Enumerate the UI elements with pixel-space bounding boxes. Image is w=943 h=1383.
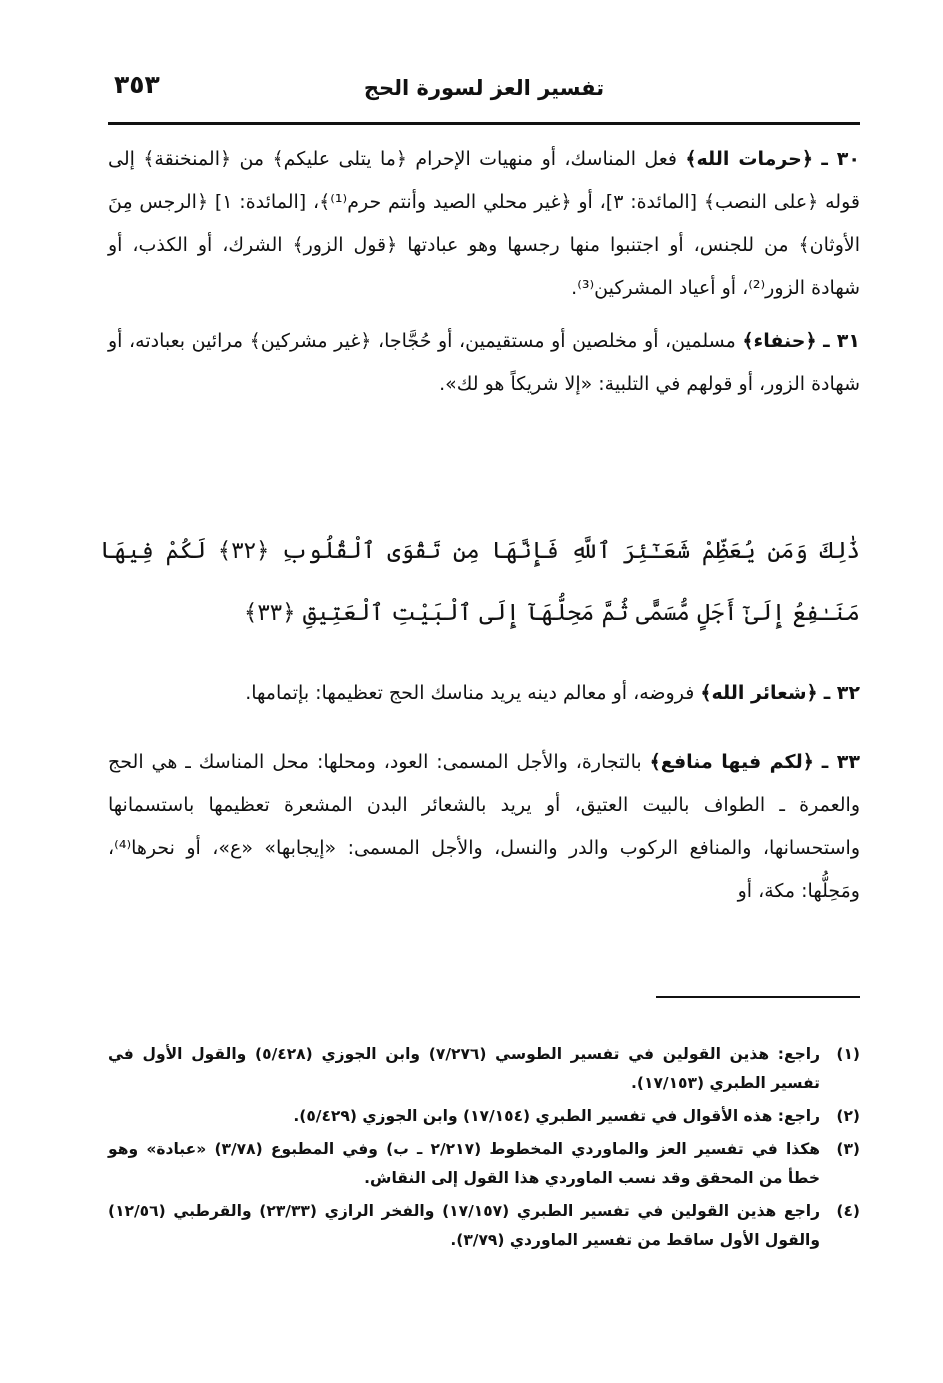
- commentary-paragraph: [108, 741, 860, 913]
- footnote-number: (٤): [836, 1202, 860, 1220]
- commentary-paragraph: [108, 672, 860, 715]
- quran-verse-block: ذَٰلِكَ وَمَن يُعَظِّمْ شَعَـٰٓئِرَ ٱللَّهِ فَإِنَّهَا مِن تَقْوَى ٱلْقُلُوبِ ﴿٣٢﴾ لَكُمْ فِيهَا مَنَـٰفِعُ إِلَىٰٓ أَجَلٍ مُّسَمًّى ثُمَّ مَحِلُّهَآ إِلَى ٱلْبَيْتِ ٱلْعَتِيقِ ﴿٣٣﴾: [100, 538, 861, 626]
- footnote-divider: [656, 996, 860, 998]
- footnote-number: (١): [836, 1045, 860, 1063]
- footnote: [108, 1102, 860, 1131]
- verse-term: ﴿حنفاء﴾: [742, 330, 817, 352]
- footnote-text: راجع: هذه الأقوال في تفسير الطبري (١٧/١٥٤) وابن الجوزي (٥/٤٢٩).: [293, 1107, 820, 1125]
- verse-term: ﴿حرمات الله﴾: [685, 148, 813, 170]
- page-number: ٣٥٣: [114, 70, 160, 99]
- commentary-text: مسلمين، أو مخلصين أو مستقيمين، أو حُجَّاجا، ﴿غير مشركين﴾ مرائين بعبادته، أو شهادة الزور، أو قولهم في التلبية: «إلا شريكاً هو لك».: [108, 330, 860, 395]
- header-divider: [108, 122, 860, 125]
- footnotes: [108, 1040, 860, 1259]
- footnote-text: راجع هذين القولين في تفسير الطبري (١٧/١٥٧) والفخر الرازي (٢٣/٣٣) والقرطبي (١٢/٥٦) والقول الأول ساقط من تفسير الماوردي (٣/٧٩).: [108, 1202, 821, 1249]
- commentary-text: فعل المناسك، أو منهيات الإحرام ﴿ما يتلى عليكم﴾ من ﴿المنخنقة﴾ إلى قوله ﴿على النصب﴾ [المائدة: ٣]، أو ﴿غير محلي الصيد وأنتم حرم⁽¹⁾﴾، [المائدة: ١] ﴿الرجس مِنَ الأوثان﴾ من للجنس، أو اجتنبوا منها رجسها وهو عبادتها ﴿قول الزور﴾ الشرك، أو الكذب، أو شهادة الزور⁽²⁾، أو أعياد المشركين⁽³⁾.: [108, 148, 860, 299]
- page-header: [108, 70, 860, 118]
- running-title: تفسير العز لسورة الحج: [363, 76, 605, 100]
- commentary-paragraph: [108, 138, 860, 310]
- commentary-text: فروضه، أو معالم دينه يريد مناسك الحج تعظيمها: بإتمامها.: [245, 682, 695, 704]
- commentary-paragraph: [108, 320, 860, 406]
- commentary-section-2: [108, 672, 860, 939]
- verse-term: ﴿شعائر الله﴾: [700, 682, 818, 704]
- footnote: [108, 1040, 860, 1098]
- verse-number: ٣١ ـ: [823, 330, 860, 352]
- footnote: [108, 1197, 860, 1255]
- footnote-number: (٣): [836, 1140, 860, 1158]
- verse-number: ٣٣ ـ: [821, 751, 860, 773]
- footnote-number: (٢): [836, 1107, 860, 1125]
- commentary-text: بالتجارة، والأجل المسمى: العود، ومحلها: محل المناسك ـ هي الحج والعمرة ـ الطواف بالبيت العتيق، أو يريد بالشعائر البدن المشعرة تعظيمها باستسمانها واستحسانها، والمنافع الركوب والدر والنسل، والأجل المسمى: «إيجابها» «ع»، أو نحرها⁽⁴⁾، ومَحِلُّها: مكة، أو: [108, 751, 860, 902]
- verse-term: ﴿لكم فيها منافع﴾: [649, 751, 814, 773]
- footnote-text: هكذا في تفسير العز والماوردي المخطوط (٢/٢١٧ ـ ب) وفي المطبوع (٣/٧٨) «عبادة» وهو خطأ من المحقق وقد نسب الماوردي هذا القول إلى النقاش.: [108, 1140, 820, 1187]
- footnote-text: راجع: هذين القولين في تفسير الطوسي (٧/٢٧٦) وابن الجوزي (٥/٤٢٨) والقول الأول في تفسير الطبري (١٧/١٥٣).: [108, 1045, 820, 1092]
- verse-number: ٣٠ ـ: [821, 148, 860, 170]
- verse-number: ٣٢ ـ: [823, 682, 860, 704]
- footnote: [108, 1135, 860, 1193]
- commentary-section-1: [108, 138, 860, 416]
